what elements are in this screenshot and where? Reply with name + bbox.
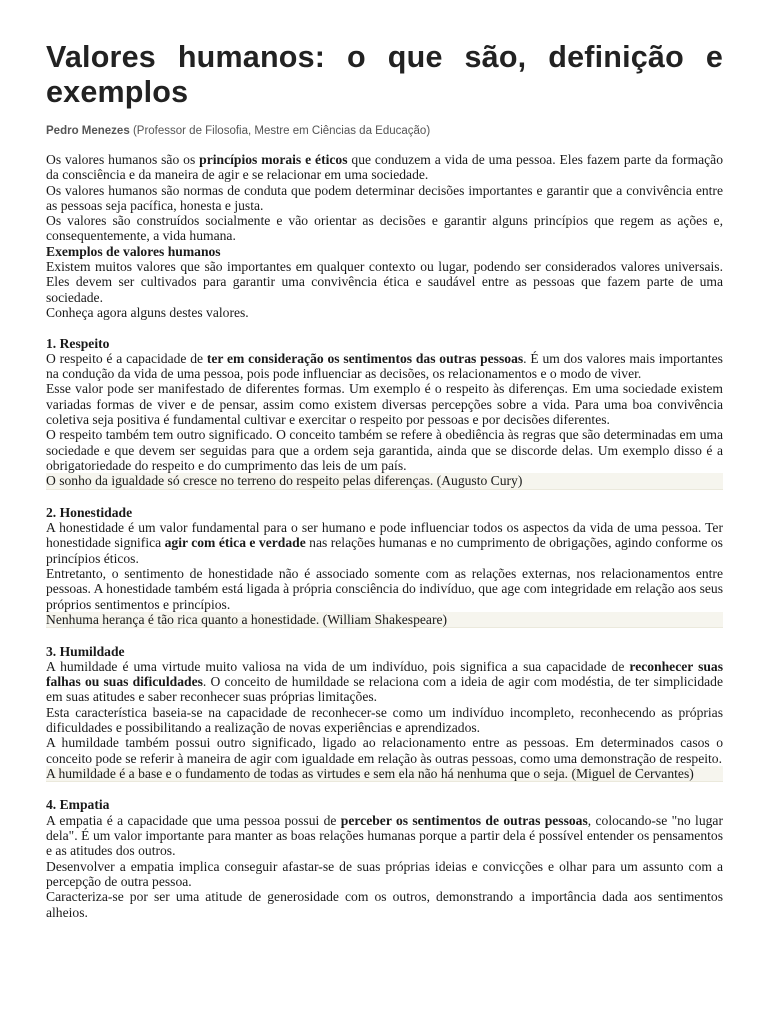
- text: A empatia é a capacidade que uma pessoa possui de: [46, 812, 341, 828]
- section-humildade: [46, 644, 723, 783]
- section-empatia: [46, 797, 723, 919]
- intro-paragraph: [46, 152, 723, 183]
- section-paragraph: [46, 813, 723, 859]
- section-paragraph: [46, 351, 723, 382]
- text: nas relações humanas e no cumprimento de obrigações, agindo conforme os princípios éticos.: [46, 535, 723, 566]
- intro-paragraph: Conheça agora alguns destes valores.: [46, 304, 249, 320]
- text: . É um dos valores mais importantes na condução da vida de uma pessoa, pois pode influenciar as decisões, os relacionamentos e o modo de viver.: [46, 350, 723, 382]
- section-heading: 2. Honestidade: [46, 504, 133, 520]
- quote-block: A humildade é a base e o fundamento de todas as virtudes e sem ela não há nenhuma que o seja. (Miguel de Cervantes): [46, 766, 723, 782]
- text: O respeito é a capacidade de: [46, 350, 207, 366]
- section-paragraph: Esta característica baseia-se na capacidade de reconhecer-se como um indivíduo incompleto, reconhecendo as próprias dificuldades e possibilitando a realização de novas experiências e aprendizados.: [46, 704, 723, 735]
- section-paragraph: [46, 520, 723, 566]
- section-paragraph: O respeito também tem outro significado. O conceito também se refere à obediência às regras que são determinadas em uma sociedade e que devem ser seguidas para que a ordem seja garantida, ainda que se discorde delas. Um exemplo disso é a obrigatoriedade do respeito e do cumprimento das leis de um país.: [46, 427, 723, 473]
- text: . O conceito de humildade se relaciona com a ideia de agir com modéstia, de ter simplicidade em suas atitudes e saber reconhecer suas próprias limitações.: [46, 674, 723, 705]
- quote-block: Nenhuma herança é tão rica quanto a honestidade. (William Shakespeare): [46, 612, 723, 628]
- section-paragraph: A humildade também possui outro significado, ligado ao relacionamento entre as pessoas. Em determinados casos o conceito pode se referir à maneira de agir com igualdade em relação às outras pessoas, como uma demonstração de respeito.: [46, 735, 723, 766]
- author-line: [46, 125, 723, 137]
- section-heading: 4. Empatia: [46, 797, 110, 813]
- section-heading: 3. Humildade: [46, 643, 125, 659]
- article-title: Valores humanos: o que são, definição e exemplos: [46, 40, 723, 109]
- text: , colocando-se "no lugar dela". É um valor importante para manter as boas relações humanas porque a partir dela é possível entender os pensamentos e as atitudes dos outros.: [46, 812, 723, 859]
- intro-paragraph: Os valores humanos são normas de conduta que podem determinar decisões importantes e garantir que a convivência entre as pessoas seja pacífica, honesta e justa.: [46, 182, 723, 213]
- bold-text: ter em consideração os sentimentos das outras pessoas: [206, 350, 524, 366]
- text: A honestidade é um valor fundamental para o ser humano e pode influenciar todos os aspectos da vida de uma pessoa. Ter honestidade significa: [46, 520, 723, 551]
- article: [46, 40, 723, 920]
- intro-paragraph: Existem muitos valores que são importantes em qualquer contexto ou lugar, podendo ser considerados valores universais. Eles devem ser cultivados para garantir uma convivência ética e saudável entre as pessoas que fazem parte de uma sociedade.: [46, 259, 723, 305]
- section-paragraph: Esse valor pode ser manifestado de diferentes formas. Um exemplo é o respeito às diferenças. Em uma sociedade existem variadas formas de viver e de pensar, assim como existem diversas percepções sobre a vida. Para uma boa convivência coletiva seja positiva é fundamental cultivar e exercitar o respeito por pessoas e por decisões diferentes.: [46, 381, 723, 428]
- section-paragraph: [46, 659, 723, 705]
- section-respeito: [46, 336, 723, 490]
- text: A humildade é uma virtude muito valiosa na vida de um indivíduo, pois significa a sua capacidade de: [46, 658, 630, 674]
- author-credentials: (Professor de Filosofia, Mestre em Ciências da Educação): [132, 125, 431, 137]
- text: que conduzem a vida de uma pessoa. Eles fazem parte da formação da consciência e da maneira de agir e se relacionar em uma sociedade.: [46, 152, 723, 183]
- section-paragraph: Caracteriza-se por ser uma atitude de generosidade com os outros, demonstrando a importância dada aos sentimentos alheios.: [46, 889, 723, 920]
- section-paragraph: Desenvolver a empatia implica conseguir afastar-se de suas próprias ideias e convicções e olhar para um assunto com a percepção de outra pessoa.: [46, 858, 723, 889]
- text: Os valores humanos são os: [46, 152, 200, 167]
- subheading: Exemplos de valores humanos: [46, 243, 221, 259]
- article-body: [46, 152, 723, 920]
- intro-paragraph: Os valores são construídos socialmente e vão orientar as decisões e garantir alguns princípios que regem as ações e, consequentemente, a vida humana.: [46, 213, 723, 244]
- bold-text: agir com ética e verdade: [164, 535, 306, 551]
- section-paragraph: Entretanto, o sentimento de honestidade não é associado somente com as relações externas, nos relacionamentos entre pessoas. A honestidade também está ligada à própria consciência do indivíduo, que age com integridade em relação aos seus próprios sentimentos e princípios.: [46, 566, 723, 612]
- author-name: Pedro Menezes: [46, 125, 130, 137]
- section-heading: 1. Respeito: [46, 335, 110, 351]
- quote-block: O sonho da igualdade só cresce no terreno do respeito pelas diferenças. (Augusto Cury): [46, 473, 723, 489]
- bold-text: perceber os sentimentos de outras pessoas: [340, 812, 588, 828]
- bold-text: princípios morais e éticos: [199, 152, 348, 167]
- bold-text: reconhecer suas falhas ou suas dificuldades: [46, 658, 724, 690]
- section-honestidade: [46, 505, 723, 628]
